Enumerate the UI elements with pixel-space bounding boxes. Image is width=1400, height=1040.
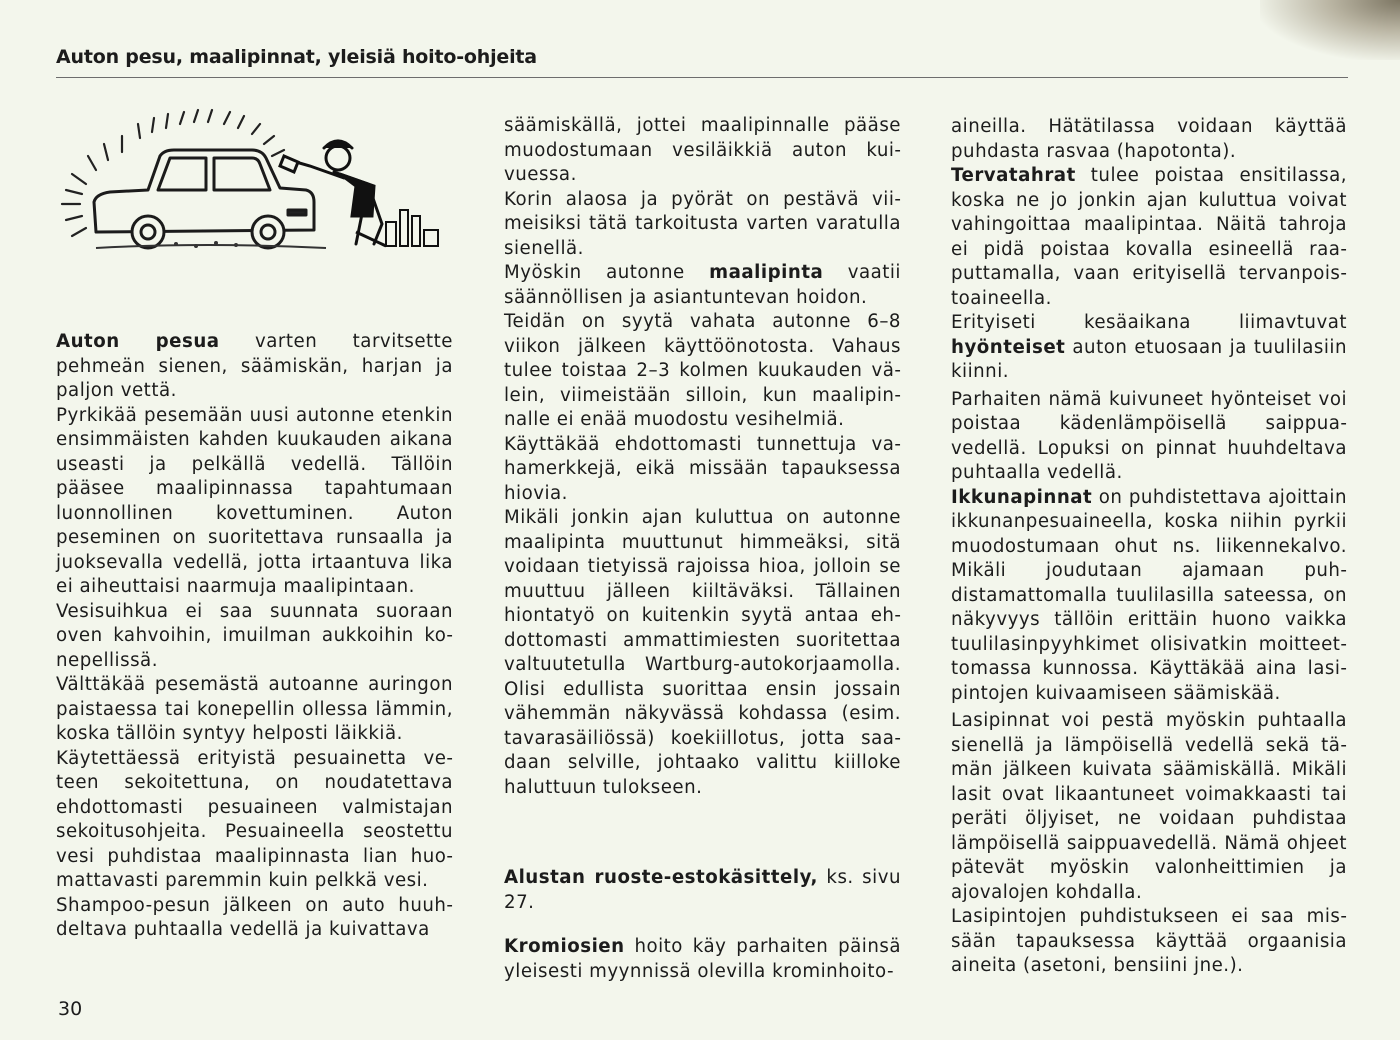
term-ikkunapinnat: Ikkunapinnat (951, 486, 1093, 508)
column-right (951, 115, 1347, 979)
paragraph: Vesisuihkua ei saa suunnata suoraan oven kahvoihin, imuilman aukkoihin konepellissä. (56, 600, 453, 671)
paper-stain (1260, 0, 1400, 60)
paragraph: Käytettäessä erityistä pesuainetta veteen sekoitettuna, on noudatettava ehdottomasti pesuaineen valmistajan sekoitusohjeita. Pesuaineella seostettu vesi puhdistaa maalipinnasta lian huomattavasti paremmin kuin pelkkä vesi. (56, 747, 453, 891)
paragraph: Käyttäkää ehdottomasti tunnettuja vahamerkkejä, eikä missään tapauksessa hiovia. (504, 433, 901, 504)
term-tervatahrat: Tervatahrat (951, 165, 1076, 186)
paragraph-text: ks. sivu 27. (504, 867, 902, 913)
page-header: Auton pesu, maalipinnat, yleisiä hoito-ohjeita (56, 46, 537, 68)
term-hyonteiset: hyönteiset (951, 336, 1066, 358)
column-left (56, 330, 453, 943)
paragraph-text: auton etuosaan ja tuulilasiin kiinni. (951, 336, 1347, 382)
paragraph: Teidän on syytä vahata autonne 6–8 viikon jälkeen käyttöönotosta. Vahaus tulee toistaa 2–3 kolmen kuukauden välein, viimeistään silloin, kun maalipinnalle ei enää muodostu vesihelmiä. (504, 311, 901, 430)
term-maalipinta: maalipinta (709, 262, 824, 283)
paragraph: Korin alaosa ja pyörät on pestävä viimeisiksi tätä tarkoitusta varten varatulla sienellä. (504, 188, 901, 259)
paragraph: säämiskällä, jottei maalipinnalle pääse muodostumaan vesiläikkiä auton kuivuessa. (504, 115, 901, 185)
paragraph-kromiosien (504, 935, 901, 984)
paragraph-maalipinta (504, 261, 901, 310)
paragraph: Lasipintojen puhdistukseen ei saa missään tapauksessa käyttää orgaanisia aineita (asetoni, bensiini jne.). (951, 906, 1347, 976)
paragraph-text: on puhdistettava ajoittain ikkunanpesuaineella, koska niihin pyrkii muodostumaan ohut ns. liikennekalvo. Mikäli joudutaan ajamaan puhdistamattomalla tuulilasilla sateessa, on näkyvyys tällöin erittäin huono vaikka tuulilasinpyyhkimet olisivatkin moitteettomassa kunnossa. Käyttäkää aina lasipintojen kuivaamiseen säämiskää. (951, 486, 1347, 704)
paragraph: Mikäli jonkin ajan kuluttua on autonne maalipinta muuttunut himmeäksi, sitä voidaan tietyissä rajoissa hioa, jolloin se muuttuu jälleen kiiltäväksi. Tällainen hiontatyö on kuitenkin syytä antaa ehdottomasti ammattimiesten suoritettaa valtuutetulla Wartburg-autokorjaamolla. Olisi edullista suorittaa ensin jossain vähemmän näkyvässä kohdassa (esim. tavarasäiliössä) koekiillotus, jotta saadaan selville, johtaako valittu kiilloke haluttuun tulokseen. (504, 507, 901, 798)
paragraph-hyonteiset (951, 311, 1347, 385)
paragraph-ikkunapinnat (951, 486, 1347, 707)
term-auton-pesua: Auton pesua (56, 331, 220, 352)
paragraph: Shampoo-pesun jälkeen on auto huuhdeltava puhtaalla vedellä ja kuivattava (56, 894, 453, 940)
spacer (504, 800, 901, 866)
paragraph: Parhaiten nämä kuivuneet hyönteiset voi poistaa kädenlämpöisellä saippuavedellä. Lopuksi on pinnat huuhdeltava puhtaalla vedellä. (951, 388, 1347, 483)
column-middle (504, 114, 901, 984)
paragraph-text: Erityiseti kesäaikana liimavtuvat (951, 312, 1347, 333)
paragraph-alustan (504, 866, 901, 915)
paragraph: aineilla. Hätätilassa voidaan käyttää puhdasta rasvaa (hapotonta). (951, 116, 1347, 162)
paragraph-text: vaatii säännöllisen ja asiantuntevan hoidon. (504, 262, 901, 308)
paragraph-text: hoito käy parhaiten päinsä yleisesti myynnissä olevilla krominhoito- (504, 936, 901, 982)
car-washing-illustration (56, 104, 456, 264)
paragraph-tervatahrat (951, 164, 1347, 311)
page-number: 30 (58, 998, 83, 1020)
paragraph: Pyrkikää pesemään uusi autonne etenkin ensimmäisten kahden kuukauden aikana useasti ja pelkällä vedellä. Tällöin pääsee maalipinnassa tapahtumaan luonnollinen kovettuminen. Auton peseminen on suoritettava runsaalla ja juoksevalla vedellä, jotta irtaantuva lika ei aiheuttaisi naarmuja maalipintaan. (56, 404, 453, 597)
header-rule (56, 77, 1348, 78)
paragraph-auton-pesua (56, 330, 453, 404)
paragraph-text: tulee poistaa ensitilassa, koska ne jo jonkin ajan kuluttua voivat vahingoittaa maalipintaa. Näitä tahroja ei pidä poistaa kovalla esineellä raaputtamalla, vaan erityisellä tervanpoistoaineella. (951, 165, 1347, 309)
paragraph-text: Myöskin autonne (504, 262, 710, 283)
spacer (504, 915, 901, 935)
paragraph-text: varten tarvitsette pehmeän sienen, säämiskän, harjan ja paljon vettä. (56, 331, 453, 401)
term-alustan: Alustan ruoste-estokäsittely, (504, 867, 818, 888)
term-kromiosien: Kromiosien (504, 936, 625, 957)
paragraph: Lasipinnat voi pestä myöskin puhtaalla sienellä ja lämpöisellä vedellä sekä tämän jälkeen kuivata säämiskällä. Mikäli lasit ovat likaantuneet voimakkaasti tai peräti öljyiset, ne voidaan puhdistaa lämpöisellä saippuavedellä. Nämä ohjeet pätevät myöskin valonheittimien ja ajovalojen kohdalla. (951, 710, 1347, 903)
paragraph: Välttäkää pesemästä autoanne auringon paistaessa tai konepellin ollessa lämmin, koska tällöin syntyy helposti läikkiä. (56, 674, 453, 744)
